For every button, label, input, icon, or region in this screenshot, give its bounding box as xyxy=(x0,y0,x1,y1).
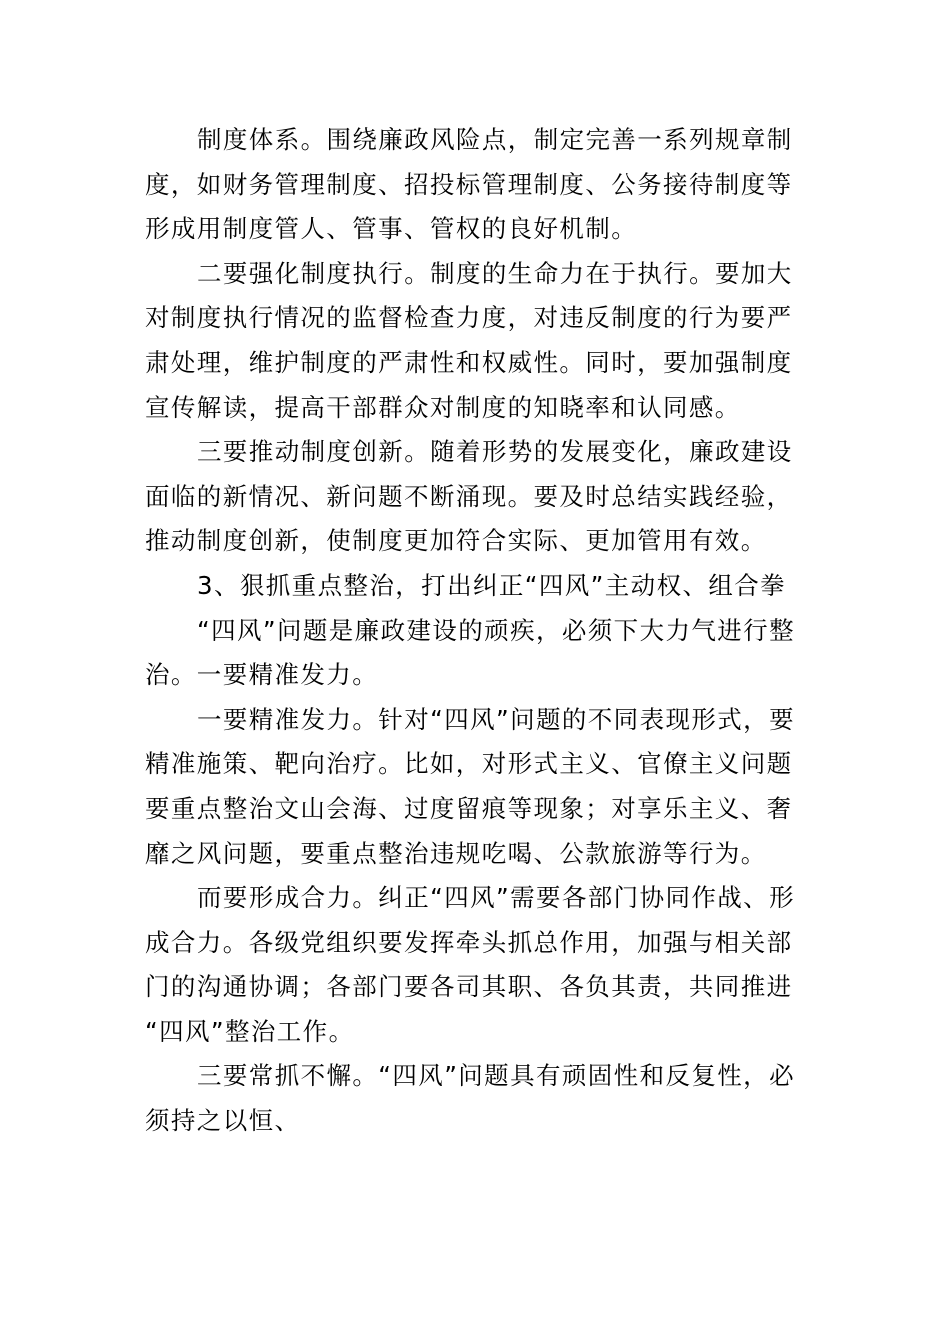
text-line: 形成用制度管人、管事、管权的良好机制。 xyxy=(145,214,638,244)
text-line: 须持之以恒、 xyxy=(145,1106,301,1136)
text-line: “四风”整治工作。 xyxy=(145,1016,355,1046)
text-line: 面临的新情况、新问题不断涌现。要及时总结实践经验， xyxy=(145,481,793,511)
text-line: 度，如财务管理制度、招投标管理制度、公务接待制度等 xyxy=(145,169,793,199)
text-line: 靡之风问题，要重点整治违规吃喝、公款旅游等行为。 xyxy=(145,838,767,868)
text-line: 门的沟通协调；各部门要各司其职、各负其责，共同推进 xyxy=(145,972,793,1002)
text-line: 一要精准发力。针对“四风”问题的不同表现形式，要 xyxy=(197,704,795,734)
text-line: 宣传解读，提高干部群众对制度的知晓率和认同感。 xyxy=(145,392,741,422)
text-line: 肃处理，维护制度的严肃性和权威性。同时，要加强制度 xyxy=(145,347,793,377)
text-line: 三要推动制度创新。随着形势的发展变化，廉政建设 xyxy=(197,437,793,467)
text-line: 三要常抓不懈。“四风”问题具有顽固性和反复性，必 xyxy=(197,1061,795,1091)
text-line: 二要强化制度执行。制度的生命力在于执行。要加大 xyxy=(197,258,793,288)
text-line: 精准施策、靶向治疗。比如，对形式主义、官僚主义问题 xyxy=(145,749,793,779)
text-line: 治。一要精准发力。 xyxy=(145,660,379,690)
text-line: 而要形成合力。纠正“四风”需要各部门协同作战、形 xyxy=(197,883,795,913)
text-line: 对制度执行情况的监督检查力度，对违反制度的行为要严 xyxy=(145,303,793,333)
document-page xyxy=(145,118,807,1144)
text-line: 制度体系。围绕廉政风险点，制定完善一系列规章制 xyxy=(197,125,793,154)
text-line: “四风”问题是廉政建设的顽疾，必须下大力气进行整 xyxy=(197,615,795,645)
text-line: 推动制度创新，使制度更加符合实际、更加管用有效。 xyxy=(145,526,767,556)
section-heading: 3、狠抓重点整治，打出纠正“四风”主动权、组合拳 xyxy=(197,570,787,600)
text-line: 成合力。各级党组织要发挥牵头抓总作用，加强与相关部 xyxy=(145,927,793,957)
text-line: 要重点整治文山会海、过度留痕等现象；对享乐主义、奢 xyxy=(145,793,793,823)
